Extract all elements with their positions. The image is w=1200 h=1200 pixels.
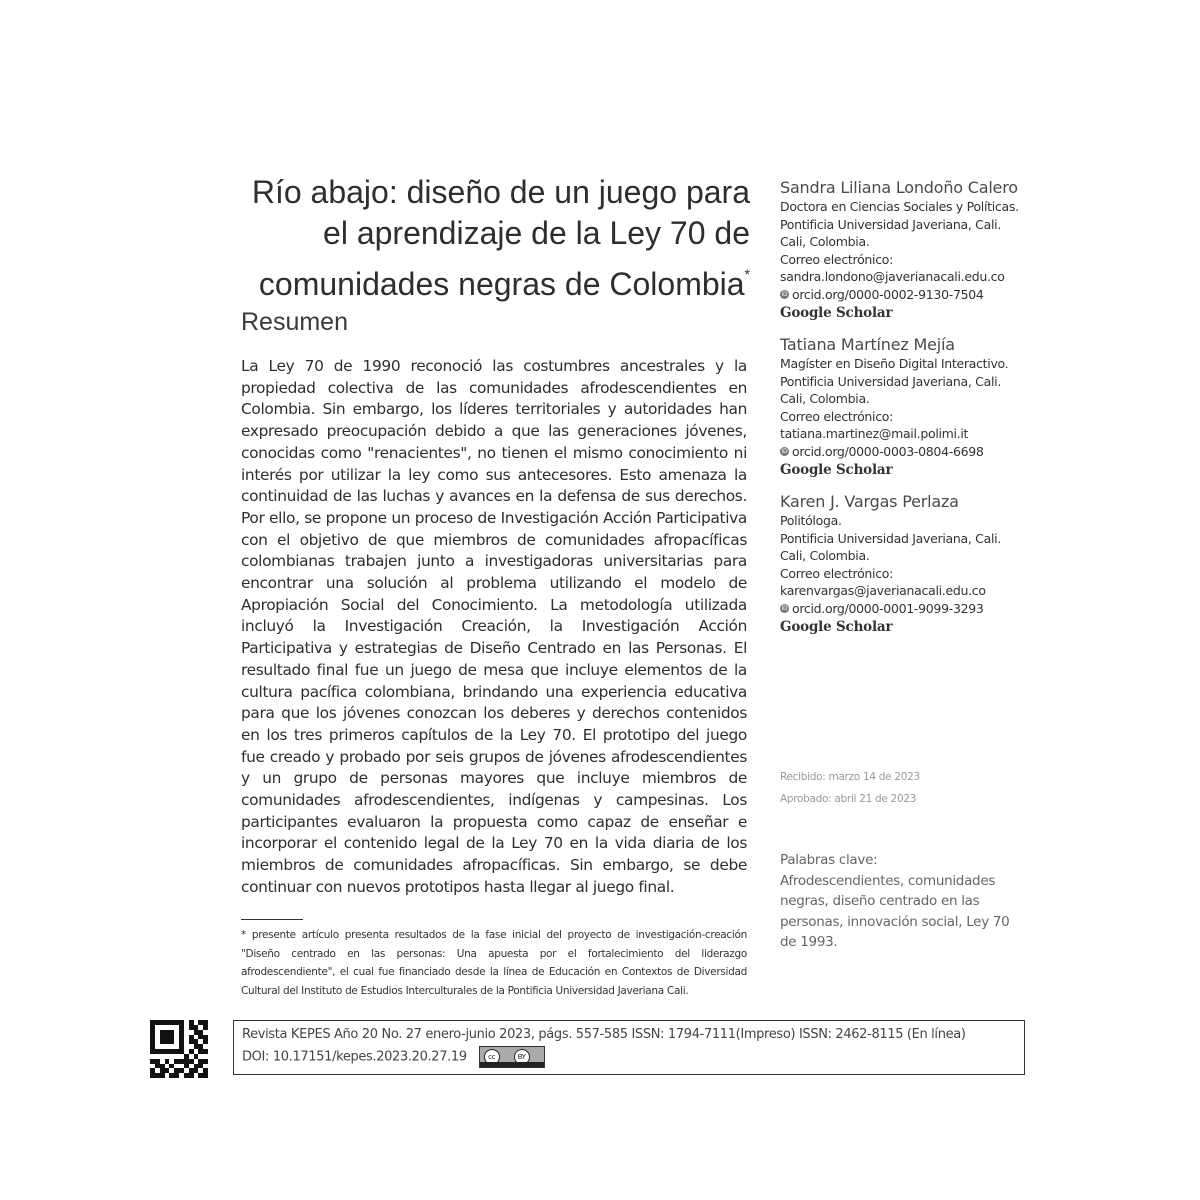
footnote-text: * presente artículo presenta resultados de la fase inicial del proyecto de investigación-creación "Diseño centrado en las personas: Una apuesta por el fortalecimiento del liderazgo afrodescendiente", el cual fue financiado desde la línea de Educación en Contextos de Diversidad Cultural del Instituto de Estudios Interculturales de la Pontificia Universidad Javeriana Cali.: [241, 929, 747, 997]
journal-footer: [233, 1020, 1025, 1075]
footnote-divider: [241, 919, 303, 920]
orcid-icon: iD: [781, 447, 788, 455]
license-strip: [480, 1062, 544, 1067]
author-degree: Magíster en Diseño Digital Interactivo.: [780, 356, 1009, 371]
title-line: comunidades negras de Colombia: [258, 266, 745, 302]
authors-sidebar: [780, 178, 1030, 649]
orcid-icon: iD: [781, 290, 788, 298]
orcid-text: orcid.org/0000-0002-9130-7504: [792, 286, 984, 302]
author-email-link[interactable]: tatiana.martinez@mail.polimi.it: [780, 426, 969, 441]
title-footnote-mark: *: [744, 266, 750, 282]
abstract-text: La Ley 70 de 1990 reconoció las costumbres ancestrales y la propiedad colectiva de las comunidades afrodescendientes en Colombia. Sin embargo, los líderes territoriales y autoridades han expresado preocupación debido a que las generaciones jóvenes, conocidas como "renacientes", no tienen el mismo conocimiento ni interés por utilizar la ley como sus antecesores. Esto amenaza la continuidad de las luchas y avances en la defensa de sus derechos. Por ello, se propone un proceso de Investigación Acción Participativa con el objetivo de que miembros de comunidades afropacíficas colombianas trabajen junto a investigadoras universitarias para encontrar una solución al problema utilizando el modelo de Apropiación Social del Conocimiento. La metodología utilizada incluyó la Investigación Creación, la Investigación Acción Participativa y estrategias de Diseño Centrado en las Personas. El resultado final fue un juego de mesa que incluye elementos de la cultura pacífica colombiana, brindando una experiencia educativa para que los jóvenes conozcan los deberes y derechos contenidos en los tres primeros capítulos de la Ley 70. El prototipo del juego fue creado y probado por seis grupos de jóvenes afrodescendientes y un grupo de personas mayores que incluye miembros de comunidades afrodescendientes, indígenas y campesinas. Los participantes evaluaron la propuesta como capaz de enseñar e incorporar el contenido legal de la Ley 70 en la vida diaria de los miembros de comunidades afropacíficas. Sin embargo, se debe continuar con nuevos prototipos hasta llegar al juego final.: [241, 357, 747, 896]
qr-code-icon: [150, 1020, 208, 1078]
google-scholar-link[interactable]: Google Scholar: [780, 619, 893, 635]
google-scholar-link[interactable]: Google Scholar: [780, 462, 893, 478]
received-date: Recibido: marzo 14 de 2023: [780, 771, 920, 783]
author-email-link[interactable]: sandra.londono@javerianacali.edu.co: [780, 269, 1005, 284]
keywords-label: Palabras clave:: [780, 852, 878, 868]
keywords-text: Afrodescendientes, comunidades negras, diseño centrado en las personas, innovación social, Ley 70 de 1993.: [780, 872, 1010, 950]
keywords-block: [780, 850, 1020, 953]
author-degree: Politóloga.: [780, 513, 842, 528]
author-block: [780, 178, 1030, 323]
author-institution: Pontificia Universidad Javeriana, Cali. Cali, Colombia.: [780, 216, 1001, 249]
journal-citation: Revista KEPES Año 20 No. 27 enero-junio 2023, págs. 557-585 ISSN: 1794-7111(Impreso) ISSN: 2462-8115 (En línea): [242, 1027, 966, 1042]
author-email-link[interactable]: karenvargas@javerianacali.edu.co: [780, 583, 986, 598]
article-dates: [780, 766, 1030, 810]
author-block: [780, 492, 1030, 637]
qr-module: [203, 1073, 208, 1078]
by-symbol: BY: [514, 1049, 530, 1065]
author-institution: Pontificia Universidad Javeriana, Cali. Cali, Colombia.: [780, 530, 1001, 563]
title-line: Río abajo: diseño de un juego para: [251, 174, 750, 210]
author-name: Sandra Liliana Londoño Calero: [780, 178, 1018, 197]
cc-by-icon[interactable]: [479, 1046, 545, 1068]
author-degree: Doctora en Ciencias Sociales y Políticas.: [780, 199, 1019, 214]
author-email-label: Correo electrónico:: [780, 408, 894, 424]
article-title: [230, 172, 750, 305]
orcid-text: orcid.org/0000-0003-0804-6698: [792, 443, 984, 459]
google-scholar-link[interactable]: Google Scholar: [780, 305, 893, 321]
author-orcid-link[interactable]: [780, 600, 1030, 618]
cc-symbol: cc: [484, 1049, 500, 1065]
orcid-icon: iD: [781, 604, 788, 612]
orcid-text: orcid.org/0000-0001-9099-3293: [792, 600, 984, 616]
author-name: Karen J. Vargas Perlaza: [780, 492, 959, 511]
doi-link[interactable]: DOI: 10.17151/kepes.2023.20.27.19: [242, 1049, 467, 1065]
approved-date: Aprobado: abril 21 de 2023: [780, 793, 917, 805]
author-email-label: Correo electrónico:: [780, 565, 894, 581]
author-name: Tatiana Martínez Mejía: [780, 335, 955, 354]
title-line: el aprendizaje de la Ley 70 de: [323, 215, 750, 251]
author-institution: Pontificia Universidad Javeriana, Cali. Cali, Colombia.: [780, 373, 1001, 406]
abstract-heading: Resumen: [241, 308, 348, 336]
doi-line: [242, 1046, 1016, 1069]
author-block: [780, 335, 1030, 480]
author-orcid-link[interactable]: [780, 286, 1030, 304]
author-email-label: Correo electrónico:: [780, 251, 894, 267]
author-orcid-link[interactable]: [780, 443, 1030, 461]
